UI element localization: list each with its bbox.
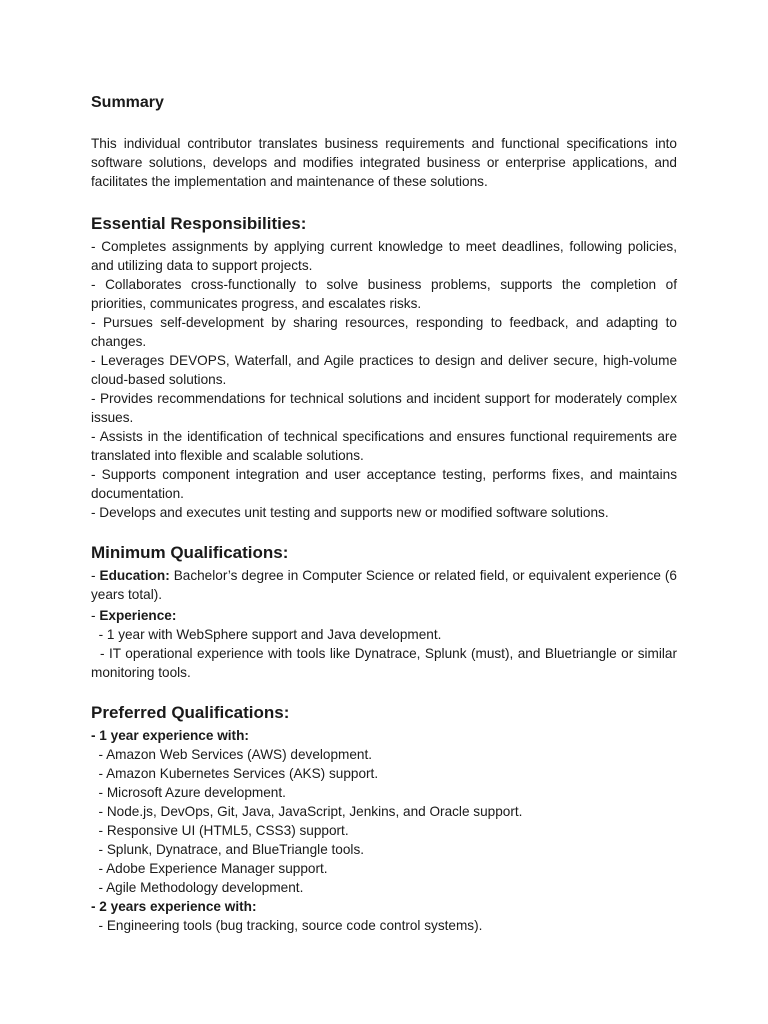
experience-subitem: - IT operational experience with tools like Dynatrace, Splunk (must), and Bluetriangle or similar monitoring tools. <box>91 646 681 680</box>
essential-responsibilities-heading: Essential Responsibilities: <box>91 214 307 233</box>
list-item: - Collaborates cross-functionally to solve business problems, supports the completion of priorities, communicates progress, and escalates risks. <box>91 277 677 311</box>
list-item: - Develops and executes unit testing and supports new or modified software solutions. <box>91 505 609 520</box>
list-item: - Provides recommendations for technical solutions and incident support for moderately complex issues. <box>91 391 677 425</box>
list-item: - Splunk, Dynatrace, and BlueTriangle tools. <box>91 842 365 857</box>
experience-subitem: - 1 year with WebSphere support and Java development. <box>91 627 442 642</box>
minimum-qualifications-heading: Minimum Qualifications: <box>91 543 289 562</box>
experience-label: Experience: <box>99 608 177 623</box>
preferred-group-1-label: - 1 year experience with: <box>91 728 249 743</box>
education-item <box>91 566 677 604</box>
list-item: - Pursues self-development by sharing resources, responding to feedback, and adapting to changes. <box>91 315 677 349</box>
list-item: - Responsive UI (HTML5, CSS3) support. <box>91 823 349 838</box>
preferred-qualifications-heading: Preferred Qualifications: <box>91 703 290 722</box>
list-item: - Amazon Web Services (AWS) development. <box>91 747 373 762</box>
list-item: - Microsoft Azure development. <box>91 785 286 800</box>
education-label: Education: <box>99 568 170 583</box>
list-item: - Assists in the identification of technical specifications and ensures functional requirements are translated into flexible and scalable solutions. <box>91 429 677 463</box>
list-item: - Amazon Kubernetes Services (AKS) support. <box>91 766 379 781</box>
list-item: - Agile Methodology development. <box>91 880 304 895</box>
list-item: - Leverages DEVOPS, Waterfall, and Agile practices to design and deliver secure, high-volume cloud-based solutions. <box>91 353 677 387</box>
list-item: - Engineering tools (bug tracking, source code control systems). <box>91 918 483 933</box>
experience-item <box>91 606 677 625</box>
education-prefix: - <box>91 568 100 583</box>
list-item: - Completes assignments by applying current knowledge to meet deadlines, following policies, and utilizing data to support projects. <box>91 239 677 273</box>
essential-responsibilities-list <box>91 237 677 522</box>
summary-heading: Summary <box>91 94 164 111</box>
education-text: Bachelor’s degree in Computer Science or related field, or equivalent experience (6 years total). <box>91 568 677 602</box>
summary-text: This individual contributor translates business requirements and functional specifications into software solutions, develops and modifies integrated business or enterprise applications, and facilitates the implementation and maintenance of these solutions. <box>91 136 677 189</box>
list-item: - Adobe Experience Manager support. <box>91 861 328 876</box>
list-item: - Node.js, DevOps, Git, Java, JavaScript, Jenkins, and Oracle support. <box>91 804 523 819</box>
preferred-group-2-label: - 2 years experience with: <box>91 899 257 914</box>
list-item: - Supports component integration and user acceptance testing, performs fixes, and maintains documentation. <box>91 467 677 501</box>
experience-prefix: - <box>91 608 100 623</box>
document-content <box>91 92 681 935</box>
